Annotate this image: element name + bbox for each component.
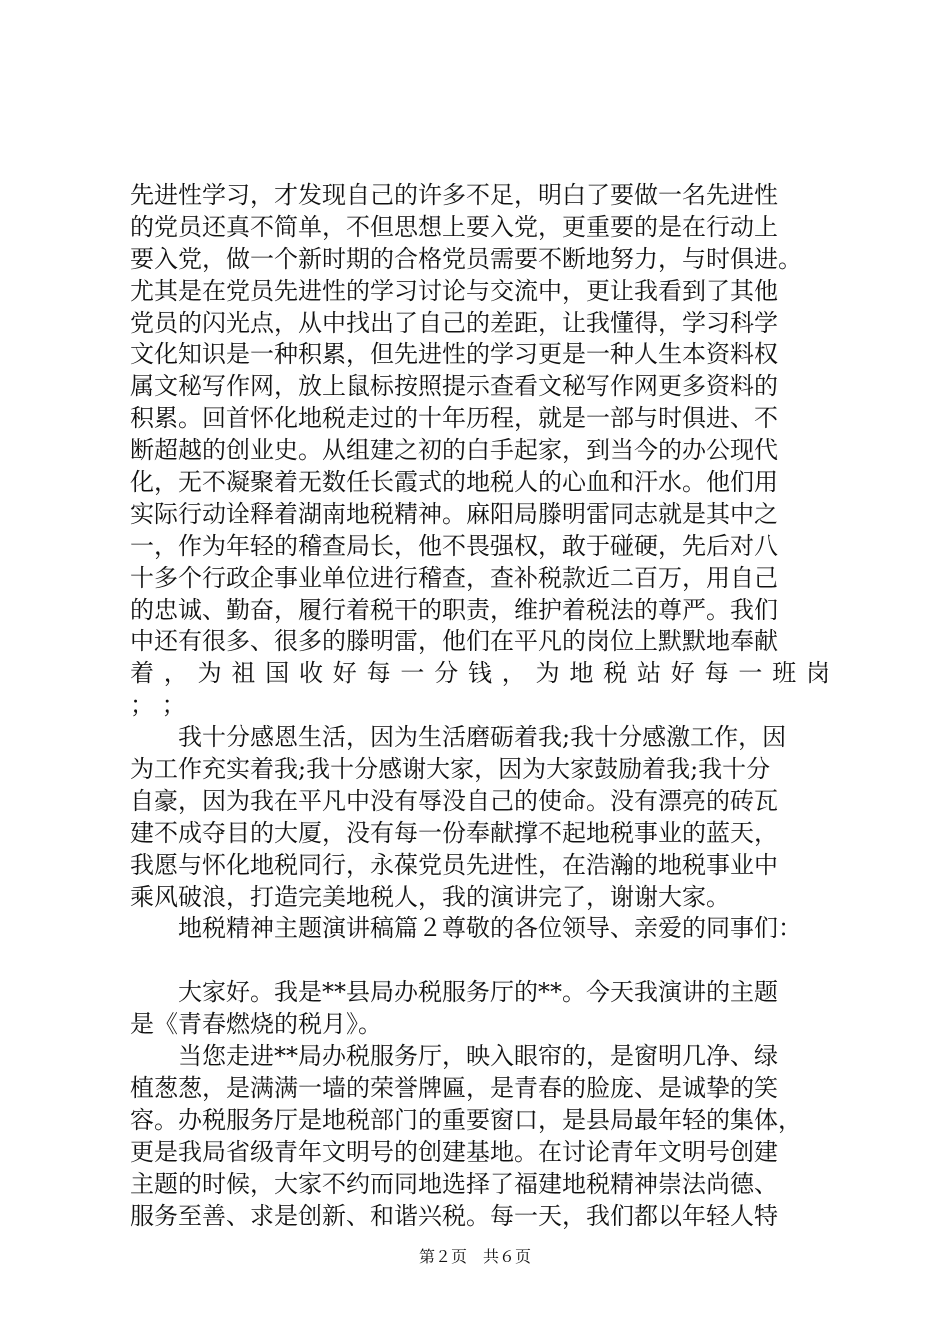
text-line: 断超越的创业史。从组建之初的白手起家，到当今的办公现代 — [130, 436, 778, 465]
text-line: 先进性学习，才发现自己的许多不足，明白了要做一名先进性 — [130, 181, 778, 209]
text-line: 要入党，做一个新时期的合格党员需要不断地努力，与时俱进。 — [130, 244, 802, 273]
text-line: 一，作为年轻的稽查局长，他不畏强权，敢于碰硬，先后对八 — [130, 531, 778, 560]
document-body — [130, 180, 830, 1232]
text-line: 中还有很多、很多的滕明雷，他们在平凡的岗位上默默地奉献 — [130, 627, 778, 656]
text-line: 我愿与怀化地税同行，永葆党员先进性，在浩瀚的地税事业中 — [130, 850, 778, 879]
text-line: 党员的闪光点，从中找出了自己的差距，让我懂得，学习科学 — [130, 308, 778, 337]
text-line: ； ； — [130, 691, 186, 720]
text-line: 尤其是在党员先进性的学习讨论与交流中，更让我看到了其他 — [130, 276, 778, 305]
text-line: 地税精神主题演讲稿篇２尊敬的各位领导、亲爱的同事们： — [130, 914, 802, 943]
text-line: 文化知识是一种积累，但先进性的学习更是一种人生本资料权 — [130, 340, 778, 369]
text-line: 着，为祖国收好每一分钱，为地税站好每一班岗 — [130, 659, 830, 688]
text-line: 当您走进**局办税服务厅，映入眼帘的，是窗明几净、绿 — [130, 1042, 778, 1071]
text-line: 为工作充实着我;我十分感谢大家，因为大家鼓励着我;我十分 — [130, 755, 771, 784]
text-line: 属文秘写作网，放上鼠标按照提示查看文秘写作网更多资料的 — [130, 372, 778, 401]
text-line: 更是我局省级青年文明号的创建基地。在讨论青年文明号创建 — [130, 1137, 778, 1166]
text-line: 化，无不凝聚着无数任长霞式的地税人的心血和汗水。他们用 — [130, 468, 778, 497]
text-line: 实际行动诠释着湖南地税精神。麻阳局滕明雷同志就是其中之 — [130, 499, 778, 528]
text-line: 我十分感恩生活，因为生活磨砺着我;我十分感激工作，因 — [130, 723, 787, 752]
text-line: 容。办税服务厅是地税部门的重要窗口，是县局最年轻的集体， — [130, 1105, 802, 1134]
text-line: 积累。回首怀化地税走过的十年历程，就是一部与时俱进、不 — [130, 404, 778, 433]
text-line: 服务至善、求是创新、和谐兴税。每一天，我们都以年轻人特 — [130, 1201, 778, 1230]
text-line: 是《青春燃烧的税月》。 — [130, 1010, 382, 1039]
text-line: 的党员还真不简单，不但思想上要入党，更重要的是在行动上 — [130, 212, 778, 241]
text-line: 十多个行政企事业单位进行稽查，查补税款近二百万，用自己 — [130, 563, 778, 592]
text-line: 的忠诚、勤奋，履行着税干的职责，维护着税法的尊严。我们 — [130, 595, 778, 624]
text-line: 主题的时候，大家不约而同地选择了福建地税精神崇法尚德、 — [130, 1169, 778, 1198]
text-line: 大家好。我是**县局办税服务厅的**。今天我演讲的主题 — [130, 978, 778, 1007]
page-number-footer: 第２页 共６页 — [418, 1247, 531, 1266]
text-line: 建不成夺目的大厦，没有每一份奉献撑不起地税事业的蓝天， — [130, 818, 778, 847]
text-line: 自豪，因为我在平凡中没有辱没自己的使命。没有漂亮的砖瓦 — [130, 786, 778, 815]
text-line: 乘风破浪，打造完美地税人，我的演讲完了，谢谢大家。 — [130, 882, 730, 911]
text-line: 植葱葱，是满满一墙的荣誉牌匾，是青春的脸庞、是诚挚的笑 — [130, 1073, 778, 1102]
